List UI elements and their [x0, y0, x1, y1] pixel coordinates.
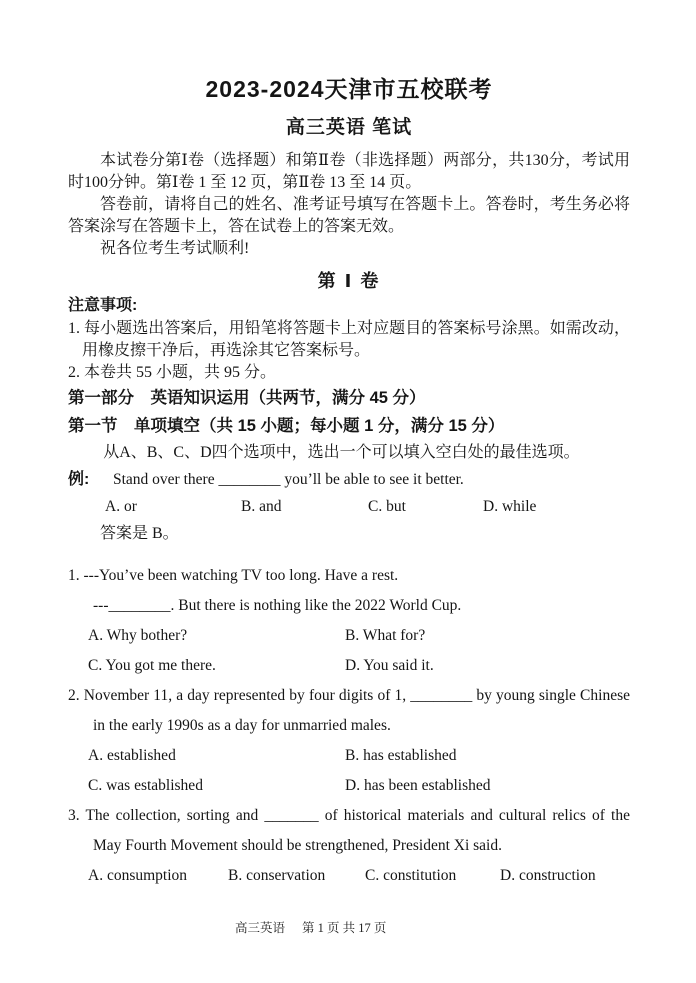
- question-1-line-2: ---________. But there is nothing like the 2022 World Cup.: [93, 597, 462, 614]
- question-2-option-c: C. was established: [88, 777, 203, 794]
- question-2-option-a: A. established: [88, 747, 176, 764]
- question-2-stem: 2. November 11, a day represented by four digits of 1, ________ by young single Chinese in the early 1990s as a day for unmarried males.: [68, 687, 630, 734]
- example-block: [68, 466, 630, 547]
- section1-instruction: 从A、B、C、D四个选项中，选出一个可以填入空白处的最佳选项。: [103, 444, 580, 461]
- question-3: [68, 801, 630, 891]
- example-option-d: D. while: [483, 498, 537, 515]
- question-2-option-b: B. has established: [345, 747, 457, 764]
- notes-heading: 注意事项:: [68, 297, 138, 314]
- question-1-option-d: D. You said it.: [345, 657, 434, 674]
- footer-page-label: 第 1 页 共 17 页: [302, 921, 387, 935]
- section1-heading: 第一节 单项填空（共 15 小题；每小题 1 分，满分 15 分）: [68, 417, 505, 435]
- question-3-stem: 3. The collection, sorting and _______ of historical materials and cultural relics of the May Fourth Movement should be strengthened, President Xi said.: [68, 807, 630, 854]
- example-option-a: A. or: [105, 498, 137, 515]
- intro-paragraph-2: 答卷前，请将自己的姓名、准考证号填写在答题卡上。答卷时，考生务必将答案涂写在答题卡上，答在试卷上的答案无效。: [68, 196, 630, 235]
- volume-heading: 第 Ⅰ 卷: [317, 271, 381, 291]
- example-answer: 答案是 B。: [100, 525, 179, 542]
- question-2-options: [68, 741, 630, 801]
- question-1-options: [68, 621, 630, 681]
- exam-subtitle: 高三英语 笔试: [285, 117, 413, 138]
- question-3-option-d: D. construction: [500, 867, 596, 884]
- question-1-option-c: C. You got me there.: [88, 657, 216, 674]
- question-3-option-c: C. constitution: [365, 867, 457, 884]
- question-2: [68, 681, 630, 801]
- question-3-option-a: A. consumption: [88, 867, 188, 884]
- question-3-options: [68, 861, 630, 891]
- question-2-option-d: D. has been established: [345, 777, 491, 794]
- question-1-option-b: B. What for?: [345, 627, 426, 644]
- question-1-line-1: 1. ---You’ve been watching TV too long. Have a rest.: [68, 567, 399, 584]
- question-1: [68, 561, 630, 681]
- example-option-c: C. but: [368, 498, 406, 515]
- note-item-1: 1. 每小题选出答案后，用铅笔将答题卡上对应题目的答案标号涂黑。如需改动，用橡皮擦干净后，再选涂其它答案标号。: [68, 320, 630, 359]
- page-footer: [235, 920, 386, 936]
- footer-doc-label: 高三英语: [235, 921, 286, 935]
- part1-heading: 第一部分 英语知识运用（共两节，满分 45 分）: [68, 389, 426, 407]
- question-1-option-a: A. Why bother?: [88, 627, 188, 644]
- example-stem-row: [68, 466, 630, 493]
- note-item-2: 2. 本卷共 55 小题，共 95 分。: [68, 364, 277, 381]
- exam-title: 2023-2024天津市五校联考: [205, 76, 493, 102]
- example-options: [68, 493, 630, 520]
- example-label: 例:: [68, 471, 90, 488]
- intro-paragraph-3: 祝各位考生考试顺利!: [100, 240, 250, 257]
- question-list: [68, 561, 630, 891]
- example-option-b: B. and: [241, 498, 282, 515]
- question-3-option-b: B. conservation: [228, 867, 326, 884]
- intro-paragraph-1: 本试卷分第Ⅰ卷（选择题）和第Ⅱ卷（非选择题）两部分，共130分，考试用时100分钟。第Ⅰ卷 1 至 12 页，第Ⅱ卷 13 至 14 页。: [68, 152, 630, 191]
- example-stem: Stand over there ________ you’ll be able to see it better.: [113, 471, 464, 488]
